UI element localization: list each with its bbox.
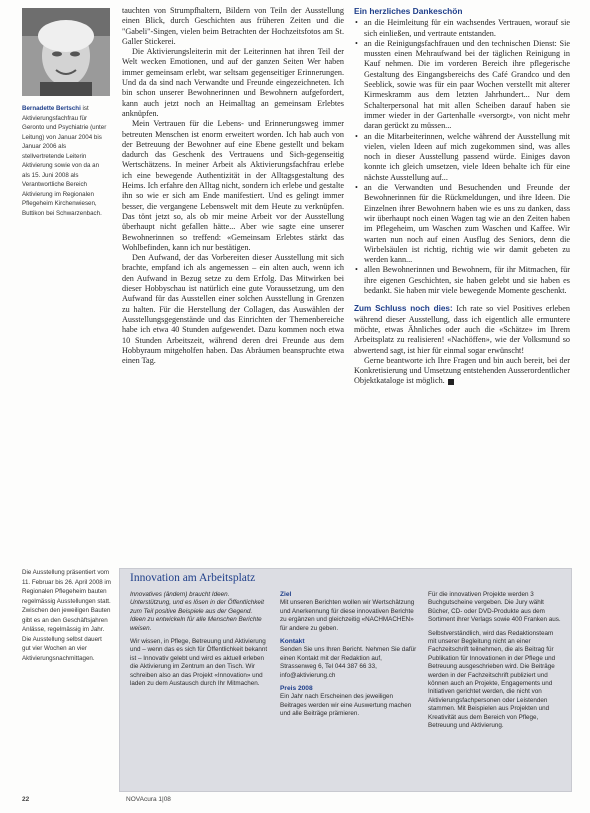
paragraph: Den Aufwand, der das Vorbereiten dieser Ausstellung mit sich brachte, empfand ich als angemessen – ein alten auch, wenn ich den Aufwand in Bezug setze zu dem Erfolg. Das Mitwirken bei dieser Hobbyschau ist natürlich eine gute Voraussetzung, um den Aufwand für das Ausstellen einer solchen Ausstellung in Grenzen zu halten. Für die Herstellung der Collagen, das Auswählen der Ausstellungsgegenstände und das Einrichten der Themenbereiche habe ich etwa 40 Stunden aufgewendet. Dazu kommen noch etwa 10 Stunden Arbeitszeit, während deren drei Freunde aus dem Hobbyraum mitgeholfen haben. Das Abräumen beanspruchte etwa einen Tag. — [122, 253, 344, 366]
author-caption — [22, 104, 108, 218]
closing-text-2: Gerne beantworte ich Ihre Fragen und bin auch bereit, bei der Konkretisierung und Umsetzung entstehenden Ausserordentlicher Objektkataloge ist möglich. — [354, 355, 570, 386]
innovation-box — [119, 568, 572, 792]
thanks-heading: Ein herzliches Dankeschön — [354, 6, 463, 16]
box-paragraph: Ein Jahr nach Erscheinen des jeweiligen Beitrages werden wir eine Auswertung machen und alle Beiträge prämieren. — [280, 693, 412, 718]
author-bio: ist Aktivierungsfachfrau für Geronto und Psychiatrie (unter Leitung) von Januar 2004 bis Januar 2006 als stellvertretende Leiterin Aktivierung sowie von da an als 15. Juni 2008 als Verantwortliche Bereich Aktivierung im Regionalen Pflegeheim Kirchenwiesen, Buttikon bei Schwarzenbach. — [22, 105, 107, 217]
closing-lead: Zum Schluss noch dies: — [354, 304, 453, 314]
box-paragraph: Senden Sie uns Ihren Bericht. Nehmen Sie dafür einen Kontakt mit der Redaktion auf, Strassenweg 6, Tel 044 387 66 33, info@aktivierung.ch — [280, 646, 417, 679]
box-paragraph: Wir wissen, in Pflege, Betreuung und Aktivierung und – wenn das es sich für Öffentlichkeit bekannt ist – Innovativ gelebt und wird es aktuell erleben die Aktivierung im Zentrum an den Tisch. Wir schreiben also an das Projekt «Innovation» und laden zu dem Austausch durch Ihr Mitmachen. — [130, 638, 268, 688]
box-paragraph: Für die innovativen Projekte werden 3 Buchgutscheine vergeben. Die Jury wählt Bücher, CD- oder DVD-Produkte aus dem Sortiment ihrer Verlags sowie 400 Franken aus. — [428, 591, 561, 624]
article-column-right — [354, 6, 570, 387]
author-name: Bernadette Bertschi — [22, 105, 81, 112]
closing-text: Ich rate so viel Positives erleben während dieser Ausstellung, dass ich eigentlich alle ermuntere möchte, etwas Ähnliches oder auch die «Schätze» im Ihrem Arbeitsplatz zu realisieren! «Nachöffen», wie der Volksmund so abwertend sagt, ist hier für einmal sogar erwünscht! — [354, 304, 570, 355]
thanks-list — [354, 18, 570, 296]
box-intro: Innovatives (ändern) braucht Ideen. Unterstützung, und es lösen in der Öffentlichkeit zum Teil positive Beispiele aus der Gegend. Ideen zu entwickeln für alle Menschen Berichte weisen. — [130, 591, 265, 632]
closing-paragraph-2 — [354, 356, 570, 387]
paragraph: tauchten von Strumpfhaltern, Bildern von Teiln der Ausstellung einen Blick, durch Geschichten aus früheren Zeiten und die "Gabeli"-Singen, vielen beim Betrachten der Hochzeitsfotos am St. Galler Stickerei. — [122, 6, 344, 46]
box-column-1 — [130, 591, 268, 693]
paragraph: Die Aktivierungsleiterin mit der Leiterinnen hat ihren Teil der Welt wecken Emotionen, und auf der ganzen Seiten Wer haben immer gemeinsam erlebt, war seltsam gegenseitiger Erinnerungen. Und da da sind nach Verwandte und Freunde eingezeichneten. Ich bin schon unserer Bewohnerinnen und Bewohnern aufgefordert, kann auch jetzt noch an Heimalltag an gemeinsam Erlebtes anknüpfen. — [122, 47, 344, 118]
box-subheading: Preis 2008 — [280, 685, 313, 693]
box-title: Innovation am Arbeitsplatz — [130, 572, 256, 584]
list-item: • allen Bewohnerinnen und Bewohnern, für ihr Mitmachen, für ihre eigenen Geschichten, sie haben gelebt und sie haben es bedankt. Sie haben mir viele bewegende Momente geschenkt. — [354, 265, 570, 296]
box-paragraph: Selbstverständlich, wird das Redaktionsteam mit unserer Begleitung nicht an einer Fachzeitschrift teilnehmen, die als Beitrag für Publikation für Innovationen in der Pflege und Betreuung ausgeschrieben wird. Die Beiträge werden in der Fachzeitschrift publiziert und können auch an Projekte, Engagements und Initiativen gerichtet werden, die nicht von Aktivierungsfachpersonen oder Leistenden stammen. Mit Beispielen aus Projekten und Kreativität aus dem Bereich von Pflege, Betreuung und Aktivierung. — [428, 629, 556, 730]
magazine-name: NOVAcura 1|08 — [126, 796, 171, 803]
end-mark-icon — [448, 379, 454, 385]
article-column-middle — [122, 6, 344, 366]
author-portrait-image — [22, 8, 110, 96]
author-photo — [22, 8, 110, 96]
page-number: 22 — [22, 796, 30, 803]
box-column-3 — [428, 591, 562, 736]
box-subheading: Ziel — [280, 591, 292, 598]
list-item: • an die Reinigungsfachfrauen und den technischen Dienst: Sie mussten einen Mehraufwand bei der täglichen Reinigung in Kauf nehmen. Die im vorderen Bereich ihre pflegerische Gestaltung des Eingangsbereichs des Café Grandco und den Seeblick, sowie was für ein paar Wochen verstellt mit alterer Kirmeskramm aus dem letzten Jahrhundert... Nur dem Schalterpersonal hat mit allen Scheiben darauf haben sie immer wieder in der Gartenhalle «versorgt», von nicht mehr daran gerückt zu müssen... — [354, 39, 570, 132]
box-column-2 — [280, 591, 418, 724]
paragraph: Mein Vertrauen für die Lebens- und Erinnerungsweg immer betreuten Menschen ist enorm erweitert worden. Ich hab auch von der Betreuung der Bewohner auf eine Ebene gestellt und bekam dadurch das Geschenk des Vertrauens und Sich-gegenseitig Wertschätzens. In meiner Arbeit als Aktivierungsfachfrau erlebe ich eine bewegende Authentizität in der Alltagsgestaltung des Heims. Ich erfahre den Alltag nicht, sondern ich erlebe und gestalte ihn so wie er sich am Ende manifestiert. Und es gelingt immer besser, die vergangene Lebenswelt mit dem Heute zu verknüpfen. Das tönt jetzt so, als ob mir meine Arbeit vor der Ausstellung überhaupt nicht gefallen hätte... Aber wie sagte eine unserer Bewohnerinnen so treffend: «Gemeinsam Erlebtes stärkt das Wohlbefinden, kann ich nur bestätigen. — [122, 119, 344, 252]
box-subheading: Kontakt — [280, 638, 305, 646]
box-paragraph: Mit unseren Berichten wollen wir Wertschätzung und Anerkennung für diese innovativen Berichte zu ergänzen und gleichzeitig «NACHMACHEN» für andere zu geben. — [280, 599, 415, 632]
closing-paragraph — [354, 304, 570, 355]
list-item: • an die Mitarbeiterinnen, welche während der Ausstellung mit vielen, vielen Ideen auf mich zugekommen sind, was alles noch in dieser Ausstellung passend würde. Einiges davon konnte ich gleich umsetzen, viele Ideen behalte ich für eine nächste Ausstellung auf... — [354, 132, 570, 183]
list-item: • an die Heimleitung für ein wachsendes Vertrauen, worauf sie sich einließen, und vertraute entstanden. — [354, 18, 570, 39]
list-item: • an die Verwandten und Besuchenden und Freunde der Bewohnerinnen für die Rückmeldungen, und ihre Ideen. Die Einzelnen ihrer Bewohnern haben wie es uns zu danken, dass wir überhaupt noch einen Wagen tag wie an den Zeiten haben im Pflegeheim, um Waschen zum Waschen und Kaffee. Wir warten nun noch auf einen Ausflug des Seniors, denn die Wirbelsäulen ist richtig, richtig wie wir damit gebeten zu werden kann... — [354, 183, 570, 265]
sidebar-note: Die Ausstellung präsentiert vom 11. Februar bis 26. April 2008 im Regionalen Pflegeheim bauten regelmässig Ausstellungen statt. Zwischen den jeweiligen Bauten gibt es an den Geschäftsjahren Anlässe, regelmässig im Jahr. Die Ausstellung selbst dauert gut vier Wochen an vier Aktivierungsnachmittagen. — [22, 569, 111, 662]
